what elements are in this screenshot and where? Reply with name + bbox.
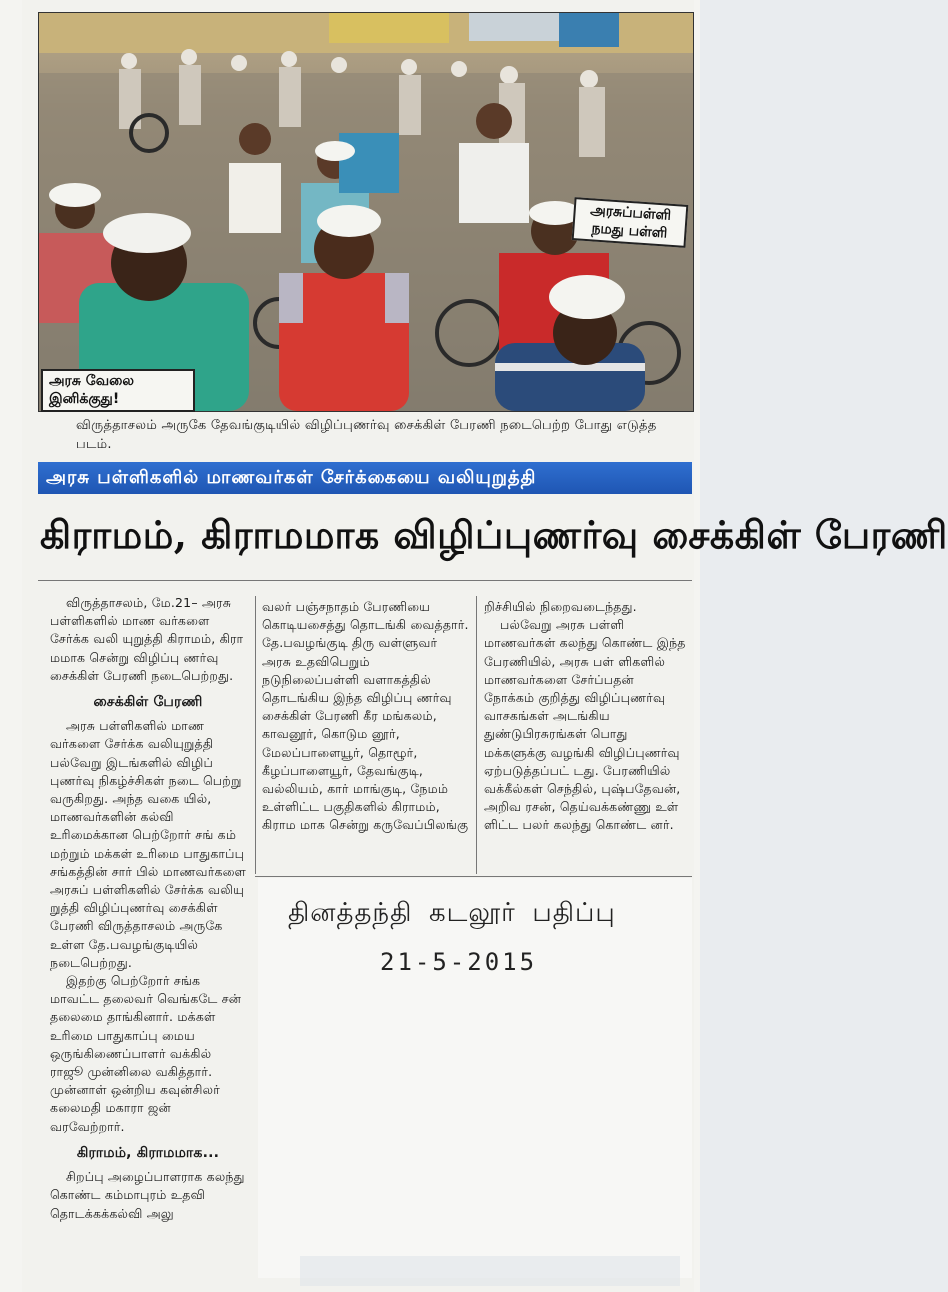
subhead-village: கிராமம், கிராமமாக...	[76, 1144, 220, 1161]
article-paragraph: பல்வேறு அரசு பள்ளி மாணவர்கள் கலந்து கொண்ட இந்த பேரணியில், அரசு பள் ளிகளில் மாணவர்களை சேர்ப்பதன் நோக்கம் குறித்து விழிப்புணர்வு வாசகங்கள் அடங்கிய துண்டுபிரசுரங்கள் பொது மக்களுக்கு வழங்கி விழிப்புணர்வு ஏற்படுத்தப்பட் டது. பேரணியில் வக்கீல்கள் செந்தில், புஷ்பதேவன், அறிவ ரசன், தெய்வக்கண்ணு உள் ளிட்ட பலர் கலந்து கொண்ட னர்.	[484, 617, 686, 833]
article-paragraph: இதற்கு பெற்றோர் சங்க மாவட்ட தலைவர் வெங்கடே சன் தலைமை தாங்கினார். மக்கள் உரிமை பாதுகாப்பு மைய ஒருங்கிணைப்பாளர் வக்கில் ராஜூ முன்னிலை வகித்தார். முன்னாள் ஒன்றிய கவுன்சிலர் கலைமதி மகாரா ஜன் வரவேற்றார்.	[50, 973, 242, 1134]
article-paragraph: வலர் பஞ்சநாதம் பேரணியை கொடியசைத்து தொடங்கி வைத்தார். தே.பவழங்குடி திரு வள்ளுவர் அரசு உதவிபெறும் நடுநிலைப்பள்ளி வளாகத்தில் தொடங்கிய இந்த விழிப்பு ணர்வு சைக்கிள் பேரணி கீர மங்கலம், காவனூர், கொடும னூர், மேலப்பாளையூர், தொழூர், கீழப்பாளையூர், தேவங்குடி, வல்லியம், கார் மாங்குடி, நேமம் உள்ளிட்ட பகுதிகளில் கிராமம், கிராம மாக சென்று கருவேப்பிலங்கு	[262, 599, 469, 833]
article-column-2	[262, 598, 470, 835]
faded-bleedthrough	[300, 1256, 680, 1286]
article-lead: விருத்தாசலம், மே.21– அரசு பள்ளிகளில் மாண வர்களை சேர்க்க வலி யுறுத்தி கிராமம், கிரா மமாக சென்று விழிப்பு ணர்வு சைக்கிள் பேரணி நடைபெற்றது.	[50, 595, 244, 683]
article-column-1	[50, 594, 246, 1223]
headline: கிராமம், கிராமமாக விழிப்புணர்வு சைக்கிள் பேரணி	[40, 512, 948, 557]
protest-sign-left: அரசு வேலை இனிக்குது!	[41, 369, 195, 412]
column-divider-2	[476, 596, 477, 874]
article-column-3	[484, 598, 688, 835]
news-photo	[38, 12, 694, 412]
headline-divider	[38, 580, 692, 581]
article-paragraph: அரசு பள்ளிகளில் மாண வர்களை சேர்க்க வலியுறுத்தி பல்வேறு இடங்களில் விழிப் புணர்வு நிகழ்ச்சிகள் நடை பெற்று வருகிறது. அந்த வகை யில், மாணவர்களின் கல்வி உரிமைக்கான பெற்றோர் சங் கம் மற்றும் மக்கள் உரிமை பாதுகாப்பு சங்கத்தின் சார் பில் மாணவர்களை அரசுப் பள்ளிகளில் சேர்க்க வலியு றுத்தி விழிப்புணர்வு சைக்கிள் பேரணி விருத்தாசலம் அருகே உள்ள தே.பவழங்குடியில் நடைபெற்றது.	[50, 718, 246, 970]
article-paragraph: சிறப்பு அழைப்பாளராக கலந்து கொண்ட கம்மாபுரம் உதவி தொடக்கக்கல்வி அலு	[50, 1169, 245, 1221]
subhead-cycle-rally: சைக்கிள் பேரணி	[93, 694, 203, 711]
headline-kicker: அரசு பள்ளிகளில் மாணவர்கள் சேர்க்கையை வலியுறுத்தி	[38, 462, 692, 494]
protest-sign-right: அரசுப்பள்ளி நமது பள்ளி	[572, 197, 689, 248]
handwritten-date: 21-5-2015	[380, 948, 538, 976]
column-divider-1	[255, 596, 256, 874]
handwritten-source: தினத்தந்தி கடலூர் பதிப்பு	[288, 898, 616, 928]
photo-caption: விருத்தாசலம் அருகே தேவங்குடியில் விழிப்புணர்வு சைக்கிள் பேரணி நடைபெற்ற போது எடுத்த படம்.	[76, 418, 657, 452]
article-paragraph: றிச்சியில் நிறைவடைந்தது.	[484, 599, 637, 614]
columns-bottom-rule	[255, 876, 692, 877]
handwritten-note-area	[258, 878, 692, 1278]
